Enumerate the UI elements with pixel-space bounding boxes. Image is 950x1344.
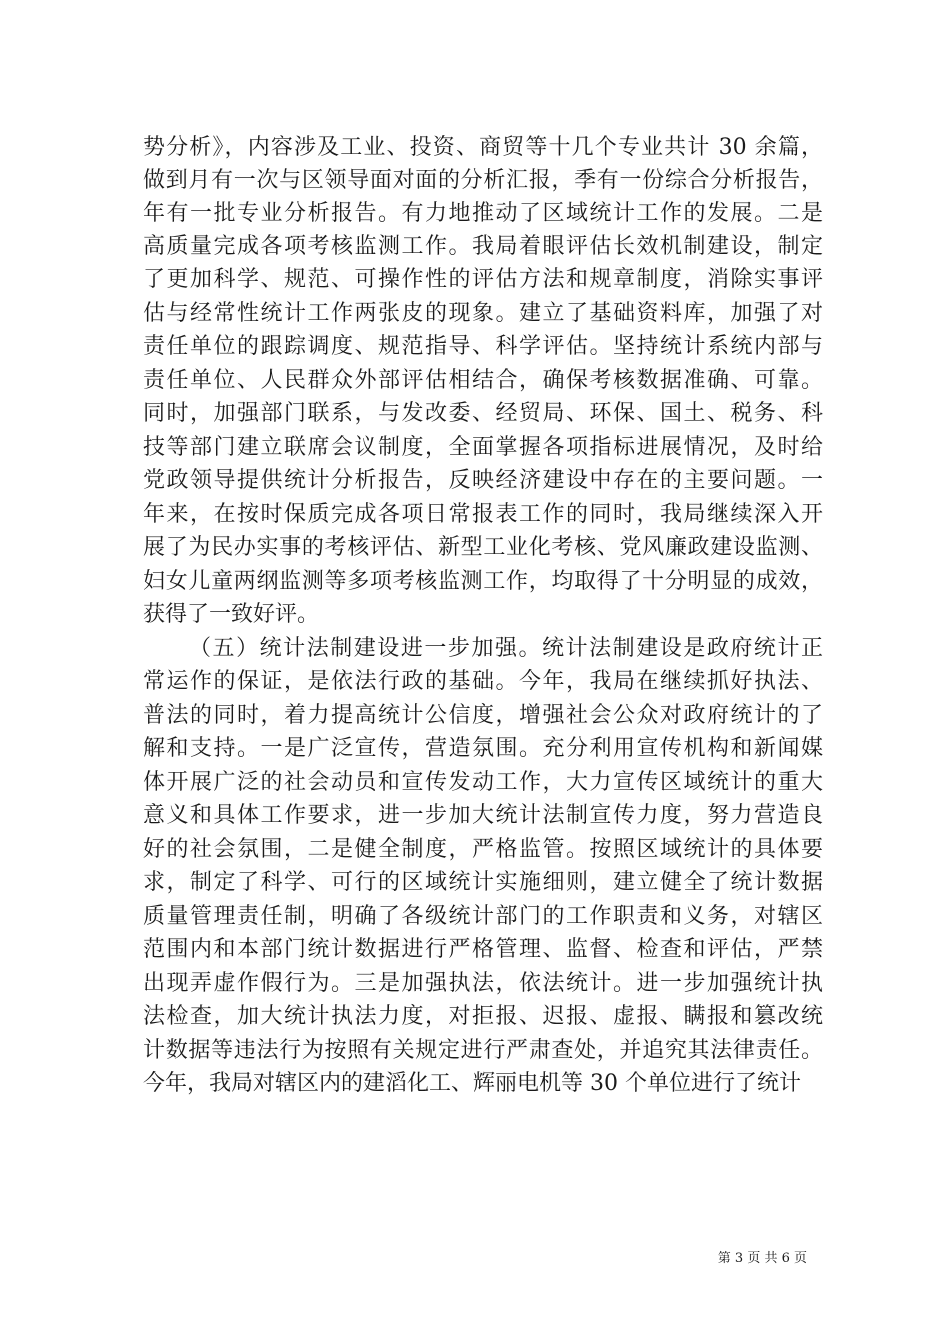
paragraph-1-line: 妇女儿童两纲监测等多项考核监测工作，均取得了十分明显的成效， (143, 569, 823, 594)
paragraph-1-line: 年来，在按时保质完成各项日常报表工作的同时，我局继续深入开 (143, 502, 823, 527)
paragraph-2-line: 常运作的保证，是依法行政的基础。今年，我局在继续抓好执法、 (143, 669, 823, 694)
paragraph-2-line: 普法的同时，着力提高统计公信度，增强社会公众对政府统计的了 (143, 703, 823, 728)
paragraph-2-line: 计数据等违法行为按照有关规定进行严肃查处，并追究其法律责任。 (143, 1038, 823, 1063)
paragraph-2-line: 好的社会氛围，二是健全制度，严格监管。按照区域统计的具体要 (143, 837, 823, 862)
paragraph-1-line: 年有一批专业分析报告。有力地推动了区域统计工作的发展。二是 (143, 201, 823, 226)
paragraph-1-line: 获得了一致好评。 (143, 602, 320, 627)
paragraph-2-line: 出现弄虚作假行为。三是加强执法，依法统计。进一步加强统计执 (143, 971, 823, 996)
paragraph-2-line: 范围内和本部门统计数据进行严格管理、监督、检查和评估，严禁 (143, 937, 823, 962)
paragraph-1-line: 估与经常性统计工作两张皮的现象。建立了基础资料库，加强了对 (143, 301, 823, 326)
paragraph-2-line: （五）统计法制建设进一步加强。统计法制建设是政府统计正 (189, 636, 823, 661)
paragraph-2-line: 解和支持。一是广泛宣传，营造氛围。充分利用宣传机构和新闻媒 (143, 736, 823, 761)
paragraph-1-line: 责任单位、人民群众外部评估相结合，确保考核数据准确、可靠。 (143, 368, 823, 393)
paragraph-2-line: 法检查，加大统计执法力度，对拒报、迟报、虚报、瞒报和篡改统 (143, 1004, 823, 1029)
paragraph-2-line: 体开展广泛的社会动员和宣传发动工作，大力宣传区域统计的重大 (143, 770, 823, 795)
paragraph-2-line: 质量管理责任制，明确了各级统计部门的工作职责和义务，对辖区 (143, 904, 823, 929)
paragraph-1-line: 做到月有一次与区领导面对面的分析汇报，季有一份综合分析报告， (143, 168, 823, 193)
paragraph-2-line: 求，制定了科学、可行的区域统计实施细则，建立健全了统计数据 (143, 870, 823, 895)
paragraph-1-line: 势分析》，内容涉及工业、投资、商贸等十几个专业共计 30 余篇， (143, 135, 823, 160)
paragraph-1-line: 责任单位的跟踪调度、规范指导、科学评估。坚持统计系统内部与 (143, 334, 823, 359)
paragraph-1-line: 了更加科学、规范、可操作性的评估方法和规章制度，消除实事评 (143, 267, 823, 292)
paragraph-2-line: 今年，我局对辖区内的建滔化工、辉丽电机等 30 个单位进行了统计 (143, 1071, 801, 1096)
paragraph-1-line: 展了为民办实事的考核评估、新型工业化考核、党风廉政建设监测、 (143, 535, 823, 560)
paragraph-1-line: 高质量完成各项考核监测工作。我局着眼评估长效机制建设，制定 (143, 234, 823, 259)
paragraph-2-line: 意义和具体工作要求，进一步加大统计法制宣传力度，努力营造良 (143, 803, 823, 828)
paragraph-1-line: 党政领导提供统计分析报告，反映经济建设中存在的主要问题。一 (143, 468, 823, 493)
paragraph-1-line: 技等部门建立联席会议制度，全面掌握各项指标进展情况，及时给 (143, 435, 823, 460)
page-number-footer: 第 3 页 共 6 页 (717, 1251, 807, 1266)
paragraph-1-line: 同时，加强部门联系，与发改委、经贸局、环保、国土、税务、科 (143, 401, 823, 426)
